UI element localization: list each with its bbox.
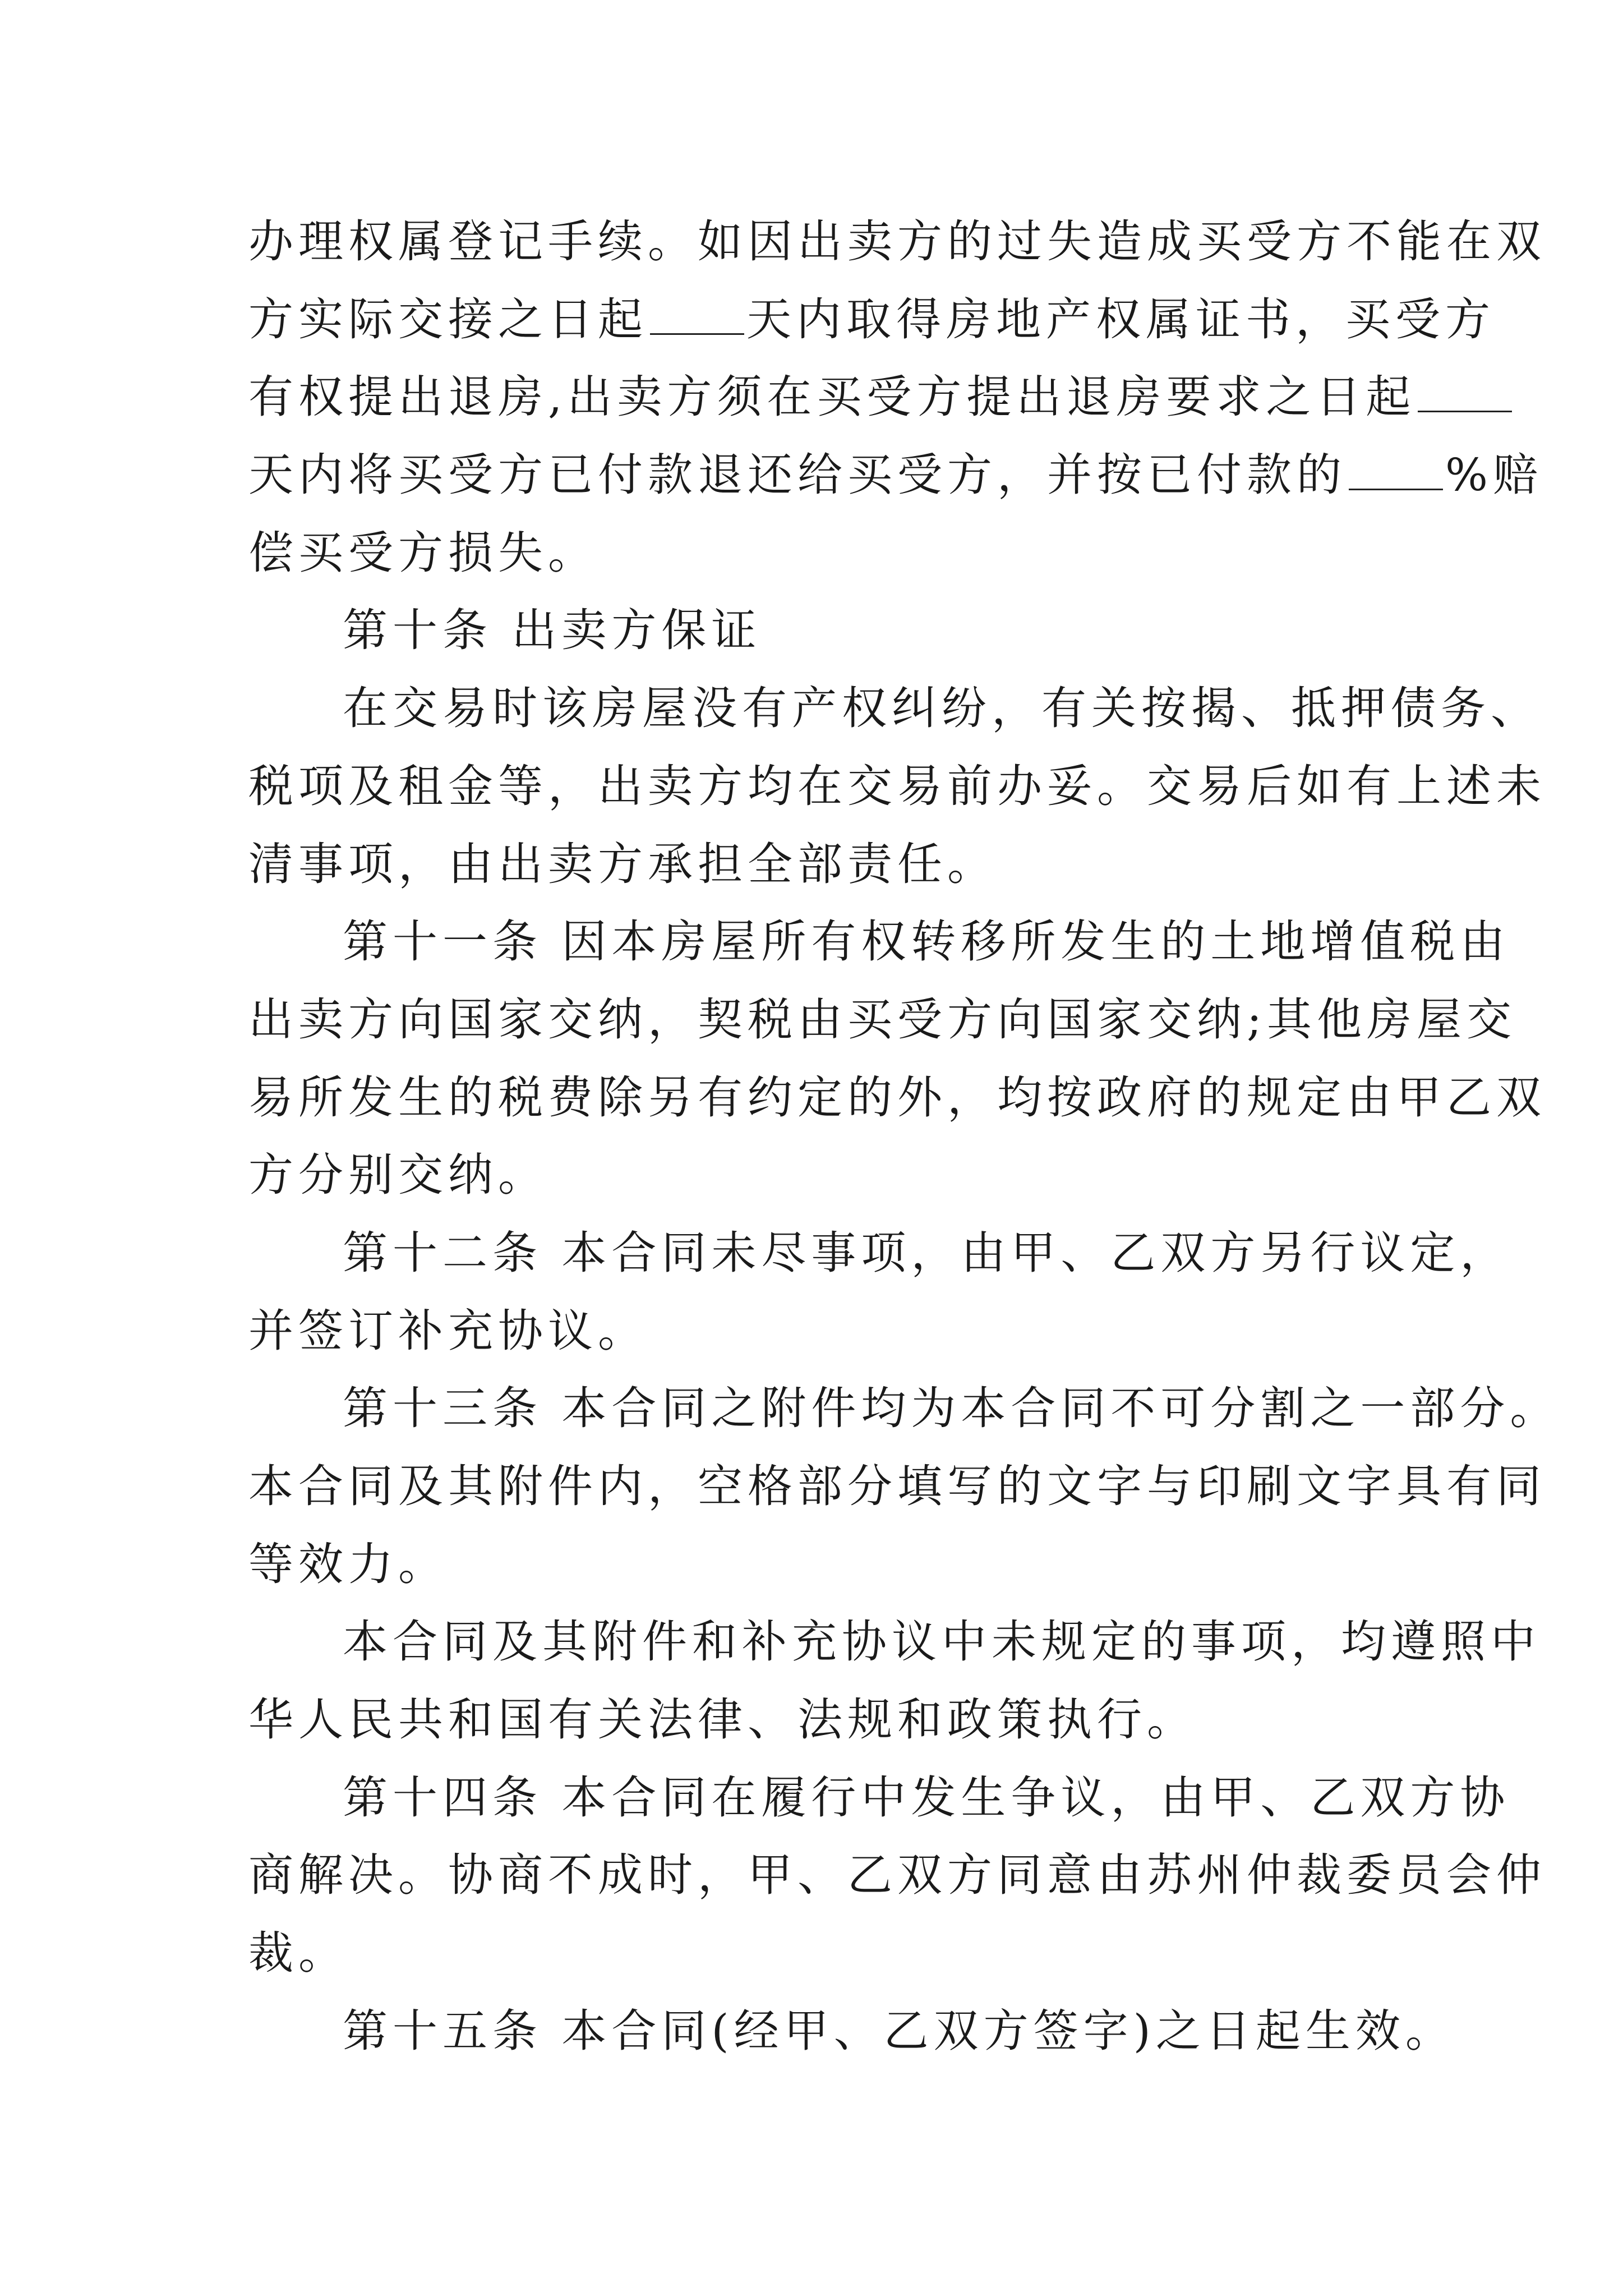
text-line: 方分别交纳。: [248, 1149, 548, 1202]
text-line: 第十二条 本合同未尽事项，由甲、乙双方另行议定，: [343, 1226, 1510, 1279]
article-heading: 第十条 出卖方保证: [343, 604, 762, 657]
text-line: 第十四条 本合同在履行中发生争议，由甲、乙双方协: [343, 1771, 1510, 1824]
text-line: 等效力。: [248, 1538, 448, 1590]
text-line: 偿买受方损失。: [248, 526, 598, 579]
fill-in-blank[interactable]: [1418, 409, 1512, 412]
text-line: 在交易时该房屋没有产权纠纷，有关按揭、抵押债务、: [343, 682, 1541, 735]
text-line: 裁。: [248, 1927, 348, 1980]
fill-in-blank[interactable]: [1349, 487, 1443, 490]
text-line: 并签订补充协议。: [248, 1304, 648, 1357]
text-line: 出卖方向国家交纳，契税由买受方向国家交纳;其他房屋交: [248, 993, 1516, 1046]
text-line: 税项及租金等，出卖方均在交易前办妥。交易后如有上述未: [248, 760, 1546, 812]
text-line: 办理权属登记手续。如因出卖方的过失造成买受方不能在双: [248, 215, 1546, 268]
text-line: 第十一条 因本房屋所有权转移所发生的土地增值税由: [343, 915, 1510, 968]
text-line: 第十五条 本合同(经甲、乙双方签字)之日起生效。: [343, 2004, 1455, 2057]
text-line: 有权提出退房,出卖方须在买受方提出退房要求之日起: [248, 358, 1415, 436]
text-line: 本合同及其附件和补充协议中未规定的事项，均遵照中: [343, 1616, 1541, 1668]
text-line: 商解决。协商不成时，甲、乙双方同意由苏州仲裁委员会仲: [248, 1849, 1546, 1902]
text-line: 易所发生的税费除另有约定的外，均按政府的规定由甲乙双: [248, 1071, 1546, 1124]
text-line: 方实际交接之日起 天内取得房地产权属证书，买受方: [248, 293, 1495, 346]
text-line: 本合同及其附件内，空格部分填写的文字与印刷文字具有同: [248, 1460, 1546, 1512]
contract-body: [248, 203, 1560, 2070]
text-line: 华人民共和国有关法律、法规和政策执行。: [248, 1694, 1197, 1746]
text-line: 第十三条 本合同之附件均为本合同不可分割之一部分。: [343, 1382, 1560, 1435]
text-line: 天内将买受方已付款退还给买受方，并按已付款的 %赔: [248, 449, 1543, 501]
fill-in-blank[interactable]: [650, 332, 744, 335]
text-line: 清事项，由出卖方承担全部责任。: [248, 838, 997, 890]
